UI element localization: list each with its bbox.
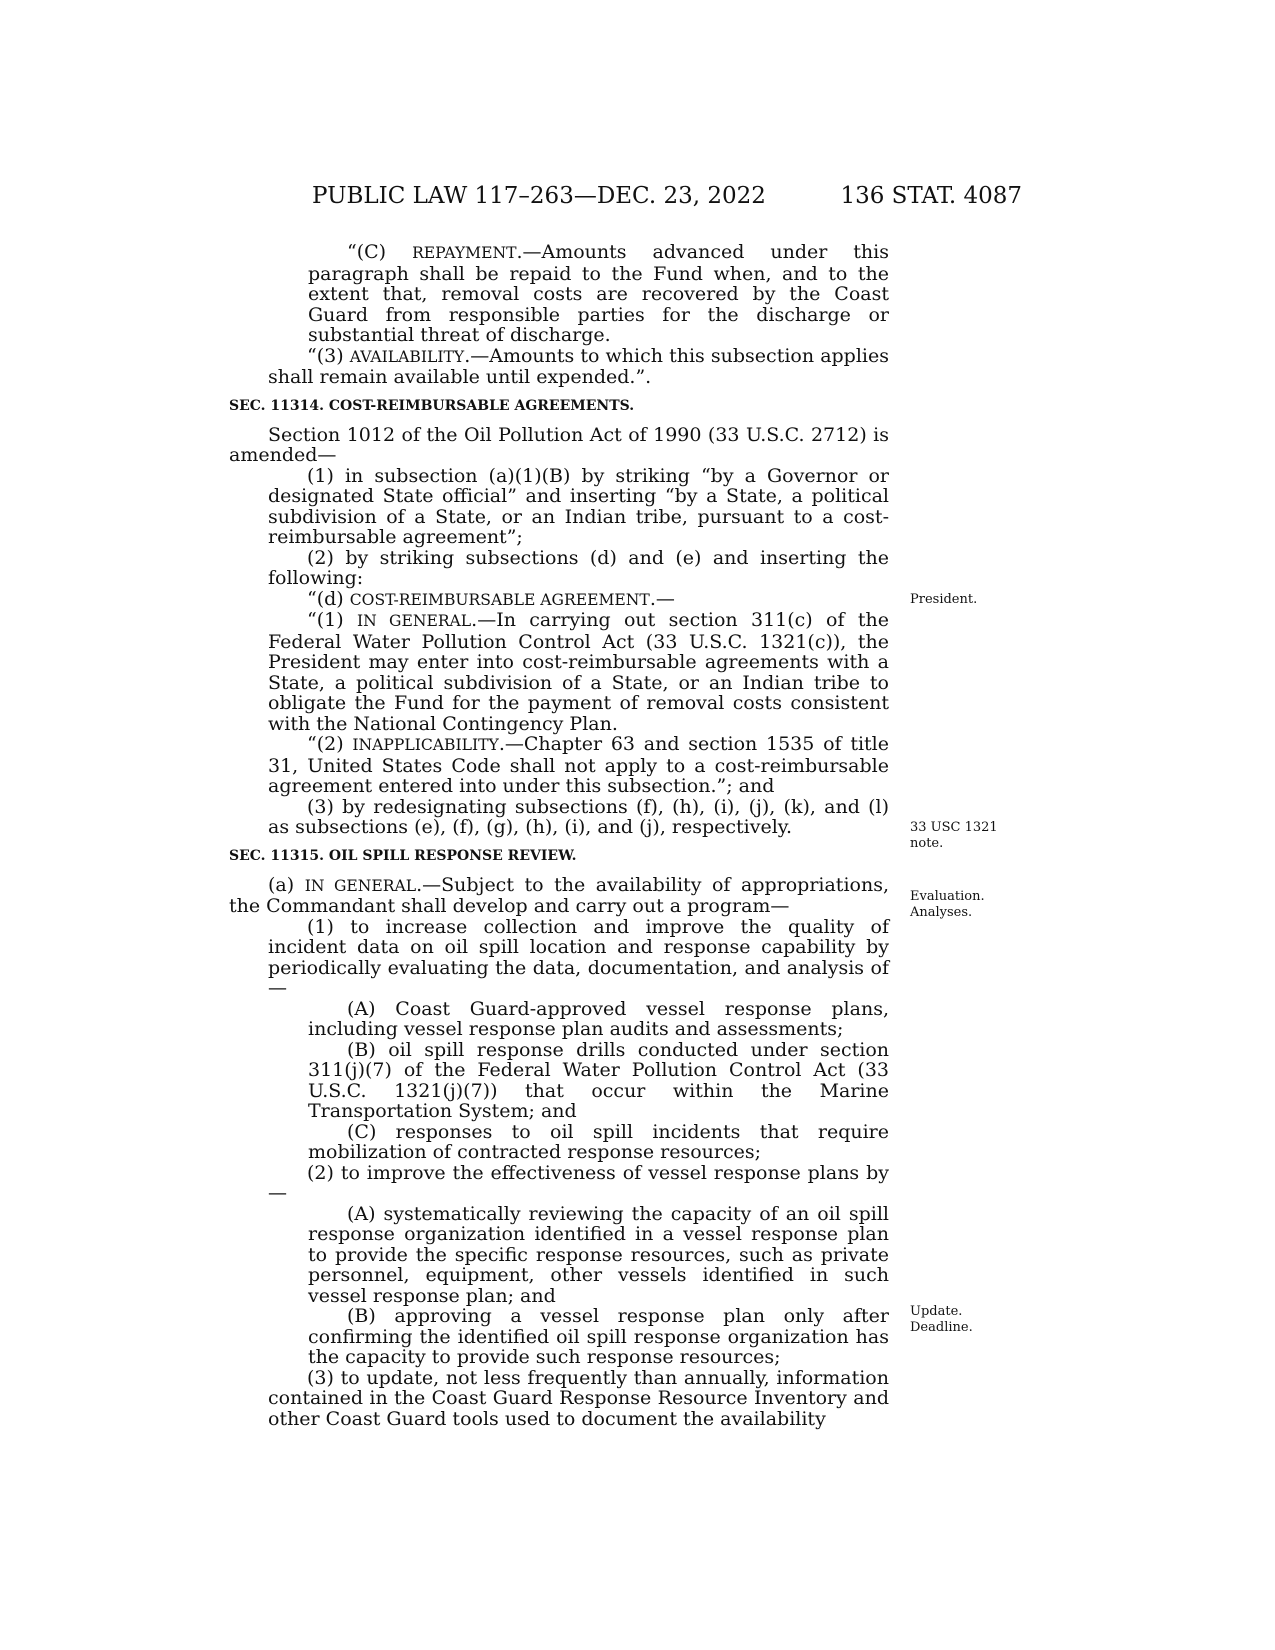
program-item-1-b: (B) oil spill response drills conducted under section 311(j)(7) of the Federal Water Pollution Control Act (33 U.S.C. 1321(j)(7)) that occur within the Marine Transportation System; and xyxy=(308,1038,889,1122)
small-caps-heading: IN GENERAL xyxy=(356,612,472,630)
section-11314-intro: Section 1012 of the Oil Pollution Act of 1990 (33 U.S.C. 2712) is amended— xyxy=(229,423,889,466)
program-item-2: (2) to improve the effectiveness of vessel response plans by— xyxy=(268,1161,889,1204)
program-item-2-b: (B) approving a vessel response plan only after confirming the identified oil spill response organization has the capacity to provide such response resources; xyxy=(308,1305,889,1368)
program-item-3: (3) to update, not less frequently than annually, information contained in the Coast Guard Response Resource Inventory and other Coast Guard tools used to document the availability xyxy=(268,1366,889,1430)
margin-note-president: President. xyxy=(910,592,978,607)
section-11314-item-3: (3) by redesignating subsections (f), (h), (i), (j), (k), and (l) as subsections (e), (f), (g), (h), (i), and (j), respectively. xyxy=(268,795,889,838)
program-item-1-c: (C) responses to oil spill incidents that require mobilization of contracted response resources; xyxy=(308,1120,889,1163)
section-11315-heading: SEC. 11315. OIL SPILL RESPONSE REVIEW. xyxy=(229,847,577,864)
running-header xyxy=(222,176,1022,216)
program-item-1: (1) to increase collection and improve the quality of incident data on oil spill location and response capability by periodically evaluating the data, documentation, and analysis of— xyxy=(268,915,889,999)
subsection-d-heading: “(d) COST-REIMBURSABLE AGREEMENT.— xyxy=(307,587,675,610)
statute-page-number: 136 STAT. 4087 xyxy=(840,183,1022,209)
small-caps-heading: COST-REIMBURSABLE AGREEMENT xyxy=(349,590,650,609)
program-item-1-a: (A) Coast Guard-approved vessel response plans, including vessel response plan audits and assessments; xyxy=(308,997,889,1040)
paragraph-3-availability: “(3) AVAILABILITY.—Amounts to which this subsection applies shall remain available until expended.”. xyxy=(268,344,889,388)
margin-note-usc: 33 USC 1321 note. xyxy=(910,820,998,851)
margin-note-evaluation: Evaluation. Analyses. xyxy=(910,889,985,920)
statute-body xyxy=(229,242,889,1429)
small-caps-heading: REPAYMENT xyxy=(412,244,517,262)
public-law-title: PUBLIC LAW 117–263—DEC. 23, 2022 xyxy=(312,183,766,209)
margin-note-update: Update. Deadline. xyxy=(910,1304,973,1335)
small-caps-heading: INAPPLICABILITY xyxy=(352,736,499,754)
section-11314-heading: SEC. 11314. COST-REIMBURSABLE AGREEMENTS. xyxy=(229,397,635,414)
paragraph-c-repayment: “(C) REPAYMENT.—Amounts advanced under this paragraph shall be repaid to the Fund when, and to the extent that, removal costs are recovered by the Coast Guard from responsible parties for the discharge or substantial threat of discharge. xyxy=(308,241,889,346)
small-caps-heading: IN GENERAL xyxy=(304,876,417,895)
subsection-a-in-general: (a) IN GENERAL.—Subject to the availability of appropriations, the Commandant shall develop and carry out a program— xyxy=(229,873,889,917)
section-11314-item-1: (1) in subsection (a)(1)(B) by striking “by a Governor or designated State official” and inserting “by a State, a political subdivision of a State, or an Indian tribe, pursuant to a cost-reimbursable agreement”; xyxy=(268,464,889,548)
program-item-2-a: (A) systematically reviewing the capacity of an oil spill response organization identified in a vessel response plan to provide the specific response resources, such as private personnel, equipment, other vessels identified in such vessel response plan; and xyxy=(308,1202,889,1307)
small-caps-heading: AVAILABILITY xyxy=(349,347,465,366)
subsection-d-1: “(1) IN GENERAL.—In carrying out section 311(c) of the Federal Water Pollution Control Act (33 U.S.C. 1321(c)), the President may enter into cost-reimbursable agreements with a State, a political subdivision of a State, or an Indian tribe to obligate the Fund for the payment of removal costs consistent with the National Contingency Plan. xyxy=(268,609,889,735)
subsection-d-2: “(2) INAPPLICABILITY.—Chapter 63 and section 1535 of title 31, United States Code shall not apply to a cost-reimbursable agreement entered into under this subsection.”; and xyxy=(268,733,889,797)
section-11314-item-2: (2) by striking subsections (d) and (e) and inserting the following: xyxy=(268,546,889,589)
